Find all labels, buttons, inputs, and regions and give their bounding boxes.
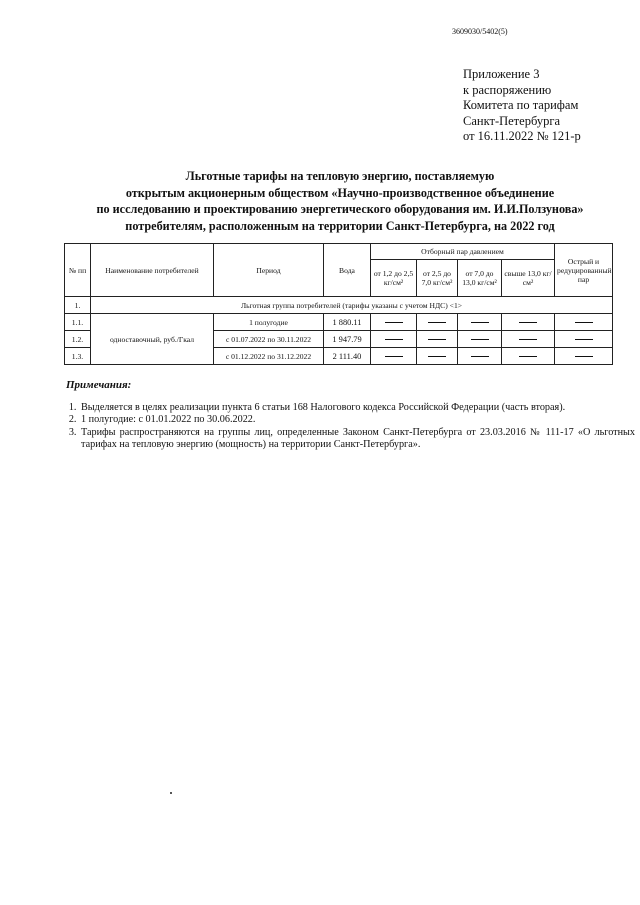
consumer-cell: одноставочный, руб./Гкал	[91, 314, 214, 365]
group-row	[65, 297, 613, 314]
dash-mark	[575, 356, 593, 357]
dash-mark	[471, 356, 489, 357]
header-consumer: Наименование потребителей	[91, 244, 214, 297]
notes-list	[62, 402, 635, 451]
header-pressure-1: от 1,2 до 2,5 кг/см²	[371, 260, 417, 297]
dash-mark	[428, 356, 446, 357]
title-line: потребителям, расположенным на территории Санкт-Петербурга, на 2022 год	[125, 218, 555, 233]
dash-mark	[385, 339, 403, 340]
dash-mark	[428, 322, 446, 323]
empty-cell	[371, 314, 417, 331]
group-num: 1.	[65, 297, 91, 314]
appendix-line: Санкт-Петербурга	[463, 113, 561, 128]
title-line: открытым акционерным обществом «Научно-производственное объединение	[125, 185, 555, 200]
row-period: 1 полугодие	[214, 314, 324, 331]
note-item: 3. Тарифы распространяются на группы лиц, определенные Законом Санкт-Петербурга от 23.03.2016 № 111-17 «О льготных тарифах на тепловую энергию (мощность) на территории Санкт-Петербурга».	[79, 427, 635, 452]
empty-cell	[502, 331, 555, 348]
row-period: с 01.12.2022 по 31.12.2022	[214, 348, 324, 365]
tariff-table	[64, 243, 613, 365]
note-item: 2. 1 полугодие: с 01.01.2022 по 30.06.2022.	[79, 414, 635, 426]
title-line: Льготные тарифы на тепловую энергию, поставляемую	[185, 169, 495, 183]
group-label: Льготная группа потребителей (тарифы указаны с учетом НДС) <1>	[91, 297, 613, 314]
title-line: по исследованию и проектированию энергетического оборудования им. И.И.Ползунова»	[96, 202, 584, 216]
row-num: 1.1.	[65, 314, 91, 331]
dash-mark	[471, 339, 489, 340]
header-period: Период	[214, 244, 324, 297]
table-header-row	[65, 244, 613, 260]
dash-mark	[519, 356, 537, 357]
dash-mark	[385, 356, 403, 357]
appendix-line: от 16.11.2022 № 121-р	[463, 129, 581, 143]
empty-cell	[458, 314, 502, 331]
empty-cell	[417, 314, 458, 331]
empty-cell	[458, 348, 502, 365]
header-pressure-3: от 7,0 до 13,0 кг/см²	[458, 260, 502, 297]
row-water: 1 880.11	[324, 314, 371, 331]
appendix-line: к распоряжению	[463, 82, 552, 97]
row-water: 2 111.40	[324, 348, 371, 365]
dash-mark	[575, 322, 593, 323]
header-water: Вода	[324, 244, 371, 297]
header-sharp-steam: Острый и редуцированный пар	[555, 244, 613, 297]
dash-mark	[471, 322, 489, 323]
empty-cell	[555, 331, 613, 348]
notes-heading: Примечания:	[66, 379, 132, 391]
row-num: 1.3.	[65, 348, 91, 365]
empty-cell	[371, 331, 417, 348]
header-num: № пп	[65, 244, 91, 297]
note-item: 1. Выделяется в целях реализации пункта 6 статьи 168 Налогового кодекса Российской Федерации (часть вторая).	[79, 402, 635, 414]
header-pressure-2: от 2,5 до 7,0 кг/см²	[417, 260, 458, 297]
dash-mark	[519, 322, 537, 323]
document-code: 3609030/5402(5)	[452, 27, 508, 36]
row-period: с 01.07.2022 по 30.11.2022	[214, 331, 324, 348]
empty-cell	[458, 331, 502, 348]
empty-cell	[417, 348, 458, 365]
row-water: 1 947.79	[324, 331, 371, 348]
appendix-line: Комитета по тарифам	[463, 98, 579, 112]
document-title	[60, 168, 620, 234]
empty-cell	[555, 348, 613, 365]
row-num: 1.2.	[65, 331, 91, 348]
dash-mark	[385, 322, 403, 323]
empty-cell	[502, 314, 555, 331]
dash-mark	[575, 339, 593, 340]
empty-cell	[417, 331, 458, 348]
scan-speck	[170, 792, 172, 794]
empty-cell	[555, 314, 613, 331]
header-steam-group: Отборный пар давлением	[371, 244, 555, 260]
empty-cell	[371, 348, 417, 365]
appendix-block	[463, 67, 581, 145]
appendix-line: Приложение 3	[463, 67, 540, 81]
table-row	[65, 314, 613, 331]
header-pressure-4: свыше 13,0 кг/см²	[502, 260, 555, 297]
dash-mark	[428, 339, 446, 340]
dash-mark	[519, 339, 537, 340]
empty-cell	[502, 348, 555, 365]
